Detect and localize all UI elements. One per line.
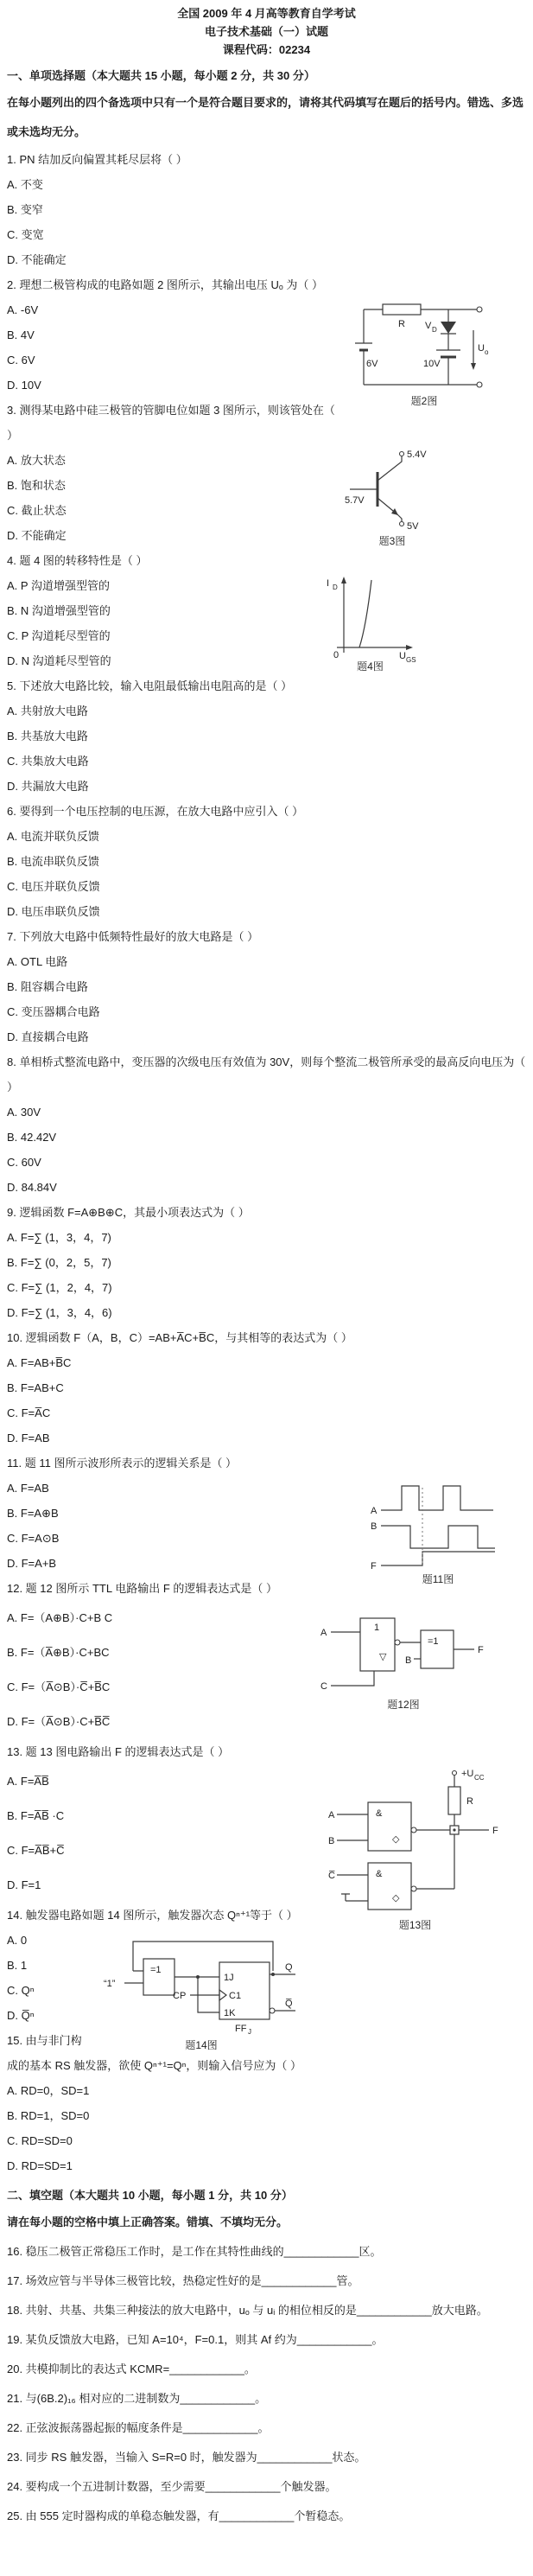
- figure-q13-caption: 题13图: [398, 1919, 432, 1931]
- question-14-option-b: B. 1: [7, 1959, 28, 1972]
- waveform-b-label: B: [371, 1521, 378, 1532]
- question-12-option-d: D. F=（A̅⊙B）·C+B̅C̅: [7, 1715, 111, 1728]
- jk-flipflop-diagram: [98, 1929, 304, 2038]
- fill-question-21: 21. 与(6B.2)₁₆ 相对应的二进制数为____________。: [7, 2392, 267, 2405]
- question-2: [7, 272, 526, 407]
- question-13-option-b: B. F=A̅B̅ ·C: [7, 1809, 65, 1822]
- question-6-option-a: A. 电流并联负反馈: [7, 830, 99, 843]
- question-9-option-a: A. F=∑ (1，3，4，7): [7, 1231, 111, 1244]
- question-5: [7, 673, 526, 799]
- base-voltage-label: 5.7V: [345, 495, 365, 506]
- supply-label: +U: [461, 1769, 474, 1779]
- gate1-open-drain-mark: ▽: [379, 1652, 387, 1662]
- section2-heading: 二、填空题（本大题共 10 小题，每小题 1 分，共 10 分）: [7, 2189, 293, 2202]
- question-11-text: 11. 题 11 图所示波形所表示的逻辑关系是（ ）: [7, 1457, 238, 1470]
- question-3-option-b: B. 饱和状态: [7, 479, 66, 492]
- clock-input-label: C1: [229, 1991, 242, 2001]
- input-b-label: B: [328, 1836, 335, 1846]
- question-7: [7, 924, 526, 1049]
- flipflop-name-sub: J: [248, 2028, 251, 2036]
- fill-question-24: 24. 要构成一个五进制计数器，至少需要____________个触发器。: [7, 2480, 337, 2493]
- question-1-option-b: B. 变窄: [7, 203, 43, 216]
- ttl-gate-diagram: [319, 1606, 488, 1698]
- question-14-option-a: A. 0: [7, 1934, 28, 1947]
- question-12: [7, 1576, 526, 1739]
- question-6-option-b: B. 电流串联负反馈: [7, 855, 99, 868]
- question-8-option-b: B. 42.42V: [7, 1131, 57, 1144]
- figure-q3-transistor: [341, 448, 443, 548]
- gate1-oc-mark: ◇: [392, 1834, 400, 1845]
- question-6-option-c: C. 电压并联负反馈: [7, 880, 100, 893]
- question-2-option-c: C. 6V: [7, 354, 35, 367]
- emitter-voltage-label: 5V: [407, 521, 419, 532]
- question-3-option-d: D. 不能确定: [7, 529, 67, 542]
- input-c-label: C: [320, 1681, 327, 1692]
- question-11: [7, 1451, 526, 1585]
- question-6: [7, 799, 526, 924]
- question-5-option-b: B. 共基放大电路: [7, 730, 88, 743]
- input-b-label: B: [405, 1655, 412, 1666]
- question-13-option-d: D. F=1: [7, 1878, 41, 1891]
- question-1-option-d: D. 不能确定: [7, 253, 67, 266]
- figure-q3-caption: 题3图: [378, 535, 406, 547]
- j-input-label: 1J: [224, 1973, 234, 1983]
- x-axis-label-sub: GS: [406, 656, 416, 664]
- question-1: [7, 147, 526, 272]
- question-9: [7, 1200, 526, 1325]
- gate2-oc-mark: ◇: [392, 1893, 400, 1903]
- flipflop-name-label: FF: [235, 2024, 247, 2034]
- x-axis-label: U: [399, 651, 406, 661]
- waveform-f-label: F: [371, 1561, 377, 1572]
- question-2-option-b: B. 4V: [7, 328, 35, 341]
- question-2-option-d: D. 10V: [7, 379, 41, 392]
- figure-q14-jk-flipflop: [98, 1929, 304, 2052]
- collector-voltage-label: 5.4V: [407, 450, 427, 460]
- question-4: [7, 548, 526, 673]
- question-4-option-a: A. P 沟道增强型管的: [7, 579, 110, 592]
- question-10-option-c: C. F=A̅C: [7, 1406, 51, 1419]
- input-a-label: A: [328, 1810, 335, 1820]
- section1-instructions: 在每小题列出的四个备选项中只有一个是符合题目要求的，请将其代码填写在题后的括号内。错选、多选或未选均无分。: [7, 96, 524, 138]
- question-13-option-a: A. F=A̅B̅: [7, 1775, 49, 1788]
- question-11-option-d: D. F=A+B: [7, 1557, 57, 1570]
- resistor-label: R: [398, 319, 405, 329]
- section1-heading: 一、单项选择题（本大题共 15 小题，每小题 2 分，共 30 分）: [7, 69, 315, 82]
- question-4-text: 4. 题 4 图的转移特性是（ ）: [7, 554, 148, 567]
- question-10-text: 10. 逻辑函数 F（A，B，C）=AB+A̅C+B̅C，与其相等的表达式为（ ）: [7, 1331, 352, 1344]
- question-3-option-a: A. 放大状态: [7, 454, 66, 467]
- question-14-option-d: D. Q̅ⁿ: [7, 2009, 35, 2022]
- figure-q4-caption: 题4图: [357, 660, 384, 673]
- question-7-option-b: B. 阻容耦合电路: [7, 980, 88, 993]
- question-10: [7, 1325, 526, 1451]
- xor-gate-label: =1: [150, 1965, 162, 1975]
- battery-10v-label: 10V: [423, 359, 441, 369]
- y-axis-label: I: [327, 578, 330, 589]
- section2-instructions: 请在每小题的空格中填上正确答案。错填、不填均无分。: [7, 2216, 289, 2228]
- question-4-option-b: B. N 沟道增强型管的: [7, 604, 111, 617]
- gate2-and-label: &: [376, 1869, 383, 1879]
- question-11-option-b: B. F=A⊕B: [7, 1507, 59, 1520]
- question-9-option-b: B. F=∑ (0，2，5，7): [7, 1256, 111, 1269]
- question-8-option-d: D. 84.84V: [7, 1181, 57, 1194]
- question-12-option-b: B. F=（A̅⊕B）·C+BC: [7, 1646, 110, 1659]
- output-voltage-label: U: [478, 343, 485, 354]
- y-axis-label-sub: D: [333, 583, 338, 591]
- fill-question-20: 20. 共模抑制比的表达式 KCMR=____________。: [7, 2362, 256, 2375]
- question-4-option-d: D. N 沟道耗尽型管的: [7, 654, 111, 667]
- question-14-text: 14. 触发器电路如题 14 图所示，触发器次态 Qⁿ⁺¹等于（ ）: [7, 1909, 298, 1922]
- question-12-option-a: A. F=（A⊕B）·C+B C: [7, 1611, 113, 1624]
- input-cbar-label: C̅: [328, 1871, 335, 1881]
- output-f-label: F: [492, 1826, 498, 1836]
- question-13-text: 13. 题 13 图电路输出 F 的逻辑表达式是（ ）: [7, 1745, 230, 1758]
- question-9-option-c: C. F=∑ (1，2，4，7): [7, 1281, 112, 1294]
- question-5-option-a: A. 共射放大电路: [7, 705, 88, 717]
- pullup-resistor-label: R: [466, 1796, 473, 1807]
- fill-question-19: 19. 某负反馈放大电路，已知 A=10⁴，F=0.1，则其 Af 约为____________。: [7, 2333, 384, 2346]
- question-10-option-a: A. F=AB+B̅C: [7, 1356, 72, 1369]
- gate1-type-label: 1: [374, 1623, 380, 1633]
- question-7-option-a: A. OTL 电路: [7, 955, 68, 968]
- paper-title-line1: 全国 2009 年 4 月高等教育自学考试: [177, 7, 356, 20]
- origin-label: 0: [333, 650, 339, 660]
- fill-question-18: 18. 共射、共基、共集三种接法的放大电路中，uₒ 与 uᵢ 的相位相反的是____________放大电路。: [7, 2304, 488, 2317]
- battery-6v-label: 6V: [366, 359, 378, 369]
- question-13-option-c: C. F=A̅B̅+C̅: [7, 1844, 65, 1857]
- question-15-option-c: C. RD=SD=0: [7, 2134, 73, 2147]
- question-15-option-a: A. RD=0，SD=1: [7, 2084, 90, 2097]
- fill-question-17: 17. 场效应管与半导体三极管比较，热稳定性好的是____________管。: [7, 2274, 359, 2287]
- figure-q12-ttl-circuit: [319, 1606, 488, 1712]
- question-10-option-d: D. F=AB: [7, 1431, 50, 1444]
- qbar-output-label: Q̅: [285, 1999, 293, 2009]
- output-f-label: F: [478, 1645, 484, 1655]
- question-5-option-c: C. 共集放大电路: [7, 755, 89, 768]
- fill-question-16: 16. 稳压二极管正常稳压工作时，是工作在其特性曲线的____________区。: [7, 2245, 382, 2258]
- gate2-type-label: =1: [428, 1636, 439, 1647]
- question-11-option-a: A. F=AB: [7, 1482, 49, 1495]
- question-15-text: 15. 由与非门构成的基本 RS 触发器，欲使 Qⁿ⁺¹=Qⁿ，则输入信号应为（ ）: [7, 2034, 301, 2072]
- question-3: [7, 398, 526, 548]
- question-5-option-d: D. 共漏放大电路: [7, 780, 89, 793]
- fill-question-25: 25. 由 555 定时器构成的单稳态触发器，有____________个暂稳态。: [7, 2509, 351, 2522]
- question-2-text: 2. 理想二极管构成的电路如题 2 图所示，其输出电压 Uₒ 为（ ）: [7, 278, 324, 291]
- open-collector-gate-diagram: [327, 1764, 504, 1918]
- fill-question-23: 23. 同步 RS 触发器，当输入 S=R=0 时，触发器为____________状态。: [7, 2451, 366, 2464]
- question-7-option-c: C. 变压器耦合电路: [7, 1005, 100, 1018]
- question-15-option-b: B. RD=1，SD=0: [7, 2109, 90, 2122]
- transistor-pin-diagram: [341, 448, 443, 534]
- question-6-option-d: D. 电压串联负反馈: [7, 905, 100, 918]
- q-output-label: Q: [285, 1962, 293, 1973]
- question-8-option-c: C. 60V: [7, 1156, 41, 1169]
- question-10-option-b: B. F=AB+C: [7, 1381, 64, 1394]
- question-12-option-c: C. F=（A̅⊙B）·C̅+B̅C: [7, 1680, 111, 1693]
- transfer-characteristic-graph: [316, 573, 424, 664]
- diode-circuit-diagram: [352, 297, 497, 394]
- input-a-label: A: [320, 1628, 327, 1638]
- question-7-option-d: D. 直接耦合电路: [7, 1030, 89, 1043]
- fill-question-22: 22. 正弦波振荡器起振的幅度条件是____________。: [7, 2421, 270, 2434]
- k-input-label: 1K: [224, 2008, 236, 2018]
- question-15-option-d: D. RD=SD=1: [7, 2159, 73, 2172]
- question-8: [7, 1049, 526, 1200]
- question-14-option-c: C. Qⁿ: [7, 1984, 35, 1997]
- gate1-and-label: &: [376, 1808, 383, 1819]
- figure-q11-waveforms: [369, 1476, 507, 1586]
- question-7-text: 7. 下列放大电路中低频特性最好的放大电路是（ ）: [7, 930, 259, 943]
- figure-q2-caption: 题2图: [410, 395, 438, 407]
- clock-label: CP: [173, 1991, 187, 2001]
- figure-q12-caption: 题12图: [387, 1699, 420, 1711]
- question-3-text: 3. 测得某电路中硅三极管的管脚电位如题 3 图所示，则该管处在（ ）: [7, 404, 335, 442]
- figure-q2-diode-circuit: [352, 297, 497, 408]
- question-6-text: 6. 要得到一个电压控制的电压源，在放大电路中应引入（ ）: [7, 805, 304, 818]
- question-1-text: 1. PN 结加反向偏置其耗尽层将（ ）: [7, 153, 187, 166]
- diode-label-sub: D: [432, 326, 437, 334]
- supply-label-sub: CC: [474, 1774, 485, 1782]
- figure-q14-caption: 题14图: [185, 2039, 218, 2051]
- figure-q11-caption: 题11图: [422, 1573, 454, 1585]
- paper-course-code: 课程代码：02234: [222, 43, 311, 56]
- question-4-option-c: C. P 沟道耗尽型管的: [7, 629, 111, 642]
- question-8-option-a: A. 30V: [7, 1106, 41, 1119]
- question-11-option-c: C. F=A⊙B: [7, 1532, 60, 1545]
- figure-q4-transfer-curve: [316, 573, 424, 673]
- diode-label: V: [425, 321, 432, 331]
- question-9-text: 9. 逻辑函数 F=A⊕B⊕C，其最小项表达式为（ ）: [7, 1206, 250, 1219]
- question-8-text: 8. 单相桥式整流电路中，变压器的次级电压有效值为 30V，则每个整流二极管所承受的最高反向电压为（ ）: [7, 1055, 526, 1094]
- figure-q13-wired-and-circuit: [327, 1764, 504, 1932]
- paper-title-line2: 电子技术基础（一）试题: [204, 25, 328, 38]
- question-5-text: 5. 下述放大电路比较，输入电阻最低输出电阻高的是（ ）: [7, 679, 293, 692]
- waveform-a-label: A: [371, 1506, 378, 1516]
- output-voltage-label-sub: o: [485, 348, 489, 356]
- question-12-text: 12. 题 12 图所示 TTL 电路输出 F 的逻辑表达式是（ ）: [7, 1582, 277, 1595]
- question-1-option-c: C. 变宽: [7, 228, 44, 241]
- question-2-option-a: A. -6V: [7, 303, 39, 316]
- constant-one-label: “1”: [104, 1979, 116, 1989]
- logic-waveform-diagram: [369, 1476, 507, 1572]
- question-3-option-c: C. 截止状态: [7, 504, 67, 517]
- question-1-option-a: A. 不变: [7, 178, 43, 191]
- question-9-option-d: D. F=∑ (1，3，4，6): [7, 1306, 112, 1319]
